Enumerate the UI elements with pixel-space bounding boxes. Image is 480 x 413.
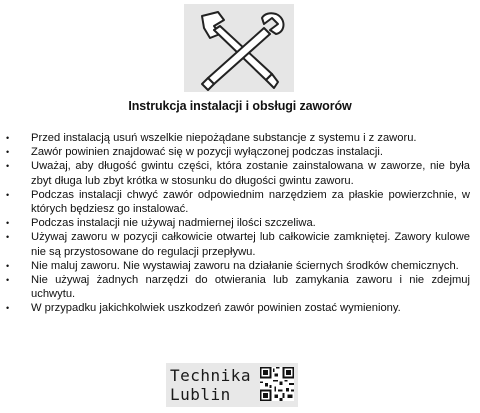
list-item (0, 188, 470, 216)
list-item (0, 301, 470, 315)
bullet-icon: • (6, 260, 10, 271)
bullet-icon: • (6, 161, 10, 172)
list-item (0, 230, 470, 258)
brand-name (170, 366, 251, 404)
crossed-wrenches-icon (184, 4, 294, 92)
list-item (0, 131, 470, 145)
instruction-text: W przypadku jakichkolwiek uszkodzeń zawór powinien zostać wymieniony. (31, 302, 401, 315)
bullet-icon: • (6, 189, 10, 200)
list-item (0, 145, 470, 159)
brand-line-1: Technika (170, 366, 252, 385)
instruction-text: Podczas instalacji chwyć zawór odpowiednim narzędziem za płaskie powierzchnie, w których będziesz go instalować. (31, 188, 470, 216)
instruction-text: Nie maluj zaworu. Nie wystawiaj zaworu na działanie ściernych środków chemicznych. (31, 259, 459, 272)
instruction-text: Zawór powinien znajdować się w pozycji wyłączonej podczas instalacji. (31, 146, 383, 159)
instructions-list (0, 131, 470, 316)
instruction-text: Przed instalacją usuń wszelkie niepożądane substancje z systemu i z zaworu. (31, 132, 417, 144)
instruction-text: Uważaj, aby długość gwintu części, która zostanie zainstalowana w zaworze, nie była zbyt długa lub zbyt krótka w stosunku do długości gwintu zaworu. (31, 160, 470, 187)
list-item (0, 159, 470, 187)
bullet-icon: • (6, 303, 10, 314)
list-item (0, 273, 470, 301)
bullet-icon: • (6, 147, 10, 158)
list-item (0, 259, 470, 273)
page-title: Instrukcja instalacji i obsługi zaworów (128, 99, 352, 113)
brand-logo (166, 363, 298, 407)
bullet-icon: • (6, 232, 10, 243)
instruction-text: Podczas instalacji nie używaj nadmiernej ilości szczeliwa. (31, 217, 316, 230)
bullet-icon: • (6, 133, 10, 143)
bullet-icon: • (6, 275, 10, 286)
qr-code-icon (260, 367, 294, 401)
bullet-icon: • (6, 218, 10, 229)
list-item (0, 216, 470, 230)
instruction-text: Używaj zaworu w pozycji całkowicie otwartej lub całkowicie zamkniętej. Zawory kulowe nie są przystosowane do regulacji przepływu. (31, 231, 470, 258)
brand-line-2: Lublin (170, 385, 231, 404)
instruction-text: Nie używaj żadnych narzędzi do otwierania lub zamykania zaworu i nie zdejmuj uchwytu. (31, 274, 470, 301)
